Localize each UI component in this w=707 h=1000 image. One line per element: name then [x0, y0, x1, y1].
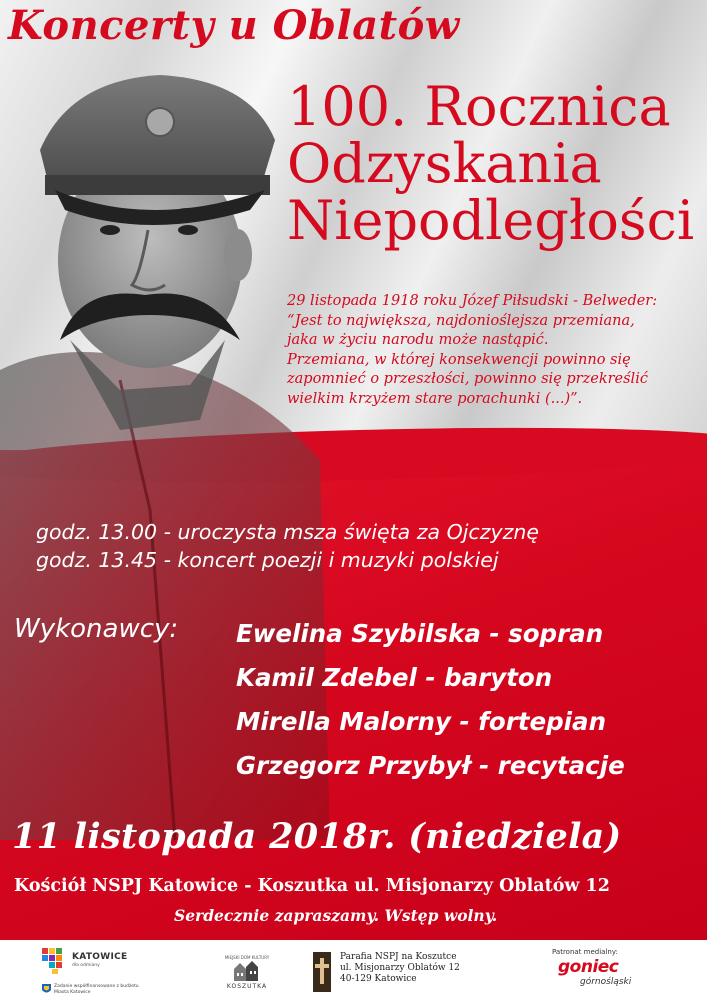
sponsor-footer — [0, 940, 707, 1000]
invitation-note: Serdecznie zapraszamy. Wstęp wolny. — [174, 906, 498, 925]
koszutka-name: KOSZUTKA — [226, 983, 268, 990]
performers-label: Wykonawcy: — [14, 614, 179, 644]
quote-line: “Jest to największa, najdonioślejsza przemiana, — [287, 312, 635, 329]
city-crest-icon — [42, 984, 51, 995]
funding-note-line: Zadanie współfinansowane z budżetu — [54, 984, 139, 989]
quote-line: wielkim krzyżem stare porachunki (...)”. — [287, 390, 583, 407]
schedule-item: godz. 13.00 - uroczysta msza święta za Ojczyznę — [36, 520, 539, 544]
pilsudski-quote — [287, 292, 707, 409]
event-place: Kościół NSPJ Katowice - Koszutka ul. Misjonarzy Oblatów 12 — [14, 876, 610, 896]
performers-list — [236, 612, 625, 788]
performer: Grzegorz Przybył - recytacje — [236, 751, 625, 780]
katowice-name: KATOWICE — [72, 952, 128, 962]
media-patron-label: Patronat medialny: — [552, 948, 618, 956]
media-patron-logo — [552, 946, 662, 998]
event-schedule — [36, 518, 539, 574]
katowice-tagline: dla odmiany — [72, 963, 100, 968]
series-title: Koncerty u Oblatów — [8, 2, 460, 49]
headline — [287, 75, 695, 252]
funding-note-line: Miasta Katowice — [54, 989, 91, 995]
koszutka-subtitle: MIEJSKI DOM KULTURY — [224, 955, 270, 960]
parish-cross-icon — [310, 952, 334, 992]
parish-address — [340, 952, 460, 985]
headline-line: 100. Rocznica — [287, 75, 671, 138]
goniec-wordmark: goniec — [558, 957, 619, 977]
event-date: 11 listopada 2018r. (niedziela) — [12, 816, 622, 857]
quote-line: Przemiana, w której konsekwencji powinno się — [287, 351, 631, 368]
schedule-item: godz. 13.45 - koncert poezji i muzyki polskiej — [36, 548, 499, 572]
parish-logo — [310, 950, 460, 998]
headline-line: Odzyskania — [287, 132, 602, 195]
koszutka-building-icon — [232, 961, 262, 981]
quote-line: 29 listopada 1918 roku Józef Piłsudski - Belweder: — [287, 293, 658, 309]
performer: Ewelina Szybilska - sopran — [236, 619, 604, 648]
performer: Kamil Zdebel - baryton — [236, 663, 553, 692]
koszutka-logo — [222, 954, 272, 994]
funding-note — [54, 984, 164, 995]
quote-line: zapomnieć o przeszłości, powinno się przekreślić — [287, 371, 648, 387]
parish-address-line: Parafia NSPJ na Koszutce — [340, 952, 457, 962]
goniec-subtitle: górnośląski — [580, 977, 632, 987]
quote-line: jaka w życiu narodu może nastąpić. — [287, 332, 549, 348]
katowice-mosaic-icon — [42, 948, 68, 974]
headline-line: Niepodległości — [287, 189, 695, 252]
performer: Mirella Malorny - fortepian — [236, 707, 607, 736]
katowice-logo — [42, 946, 162, 996]
parish-address-line: 40-129 Katowice — [340, 974, 417, 984]
parish-address-line: ul. Misjonarzy Oblatów 12 — [340, 963, 460, 973]
